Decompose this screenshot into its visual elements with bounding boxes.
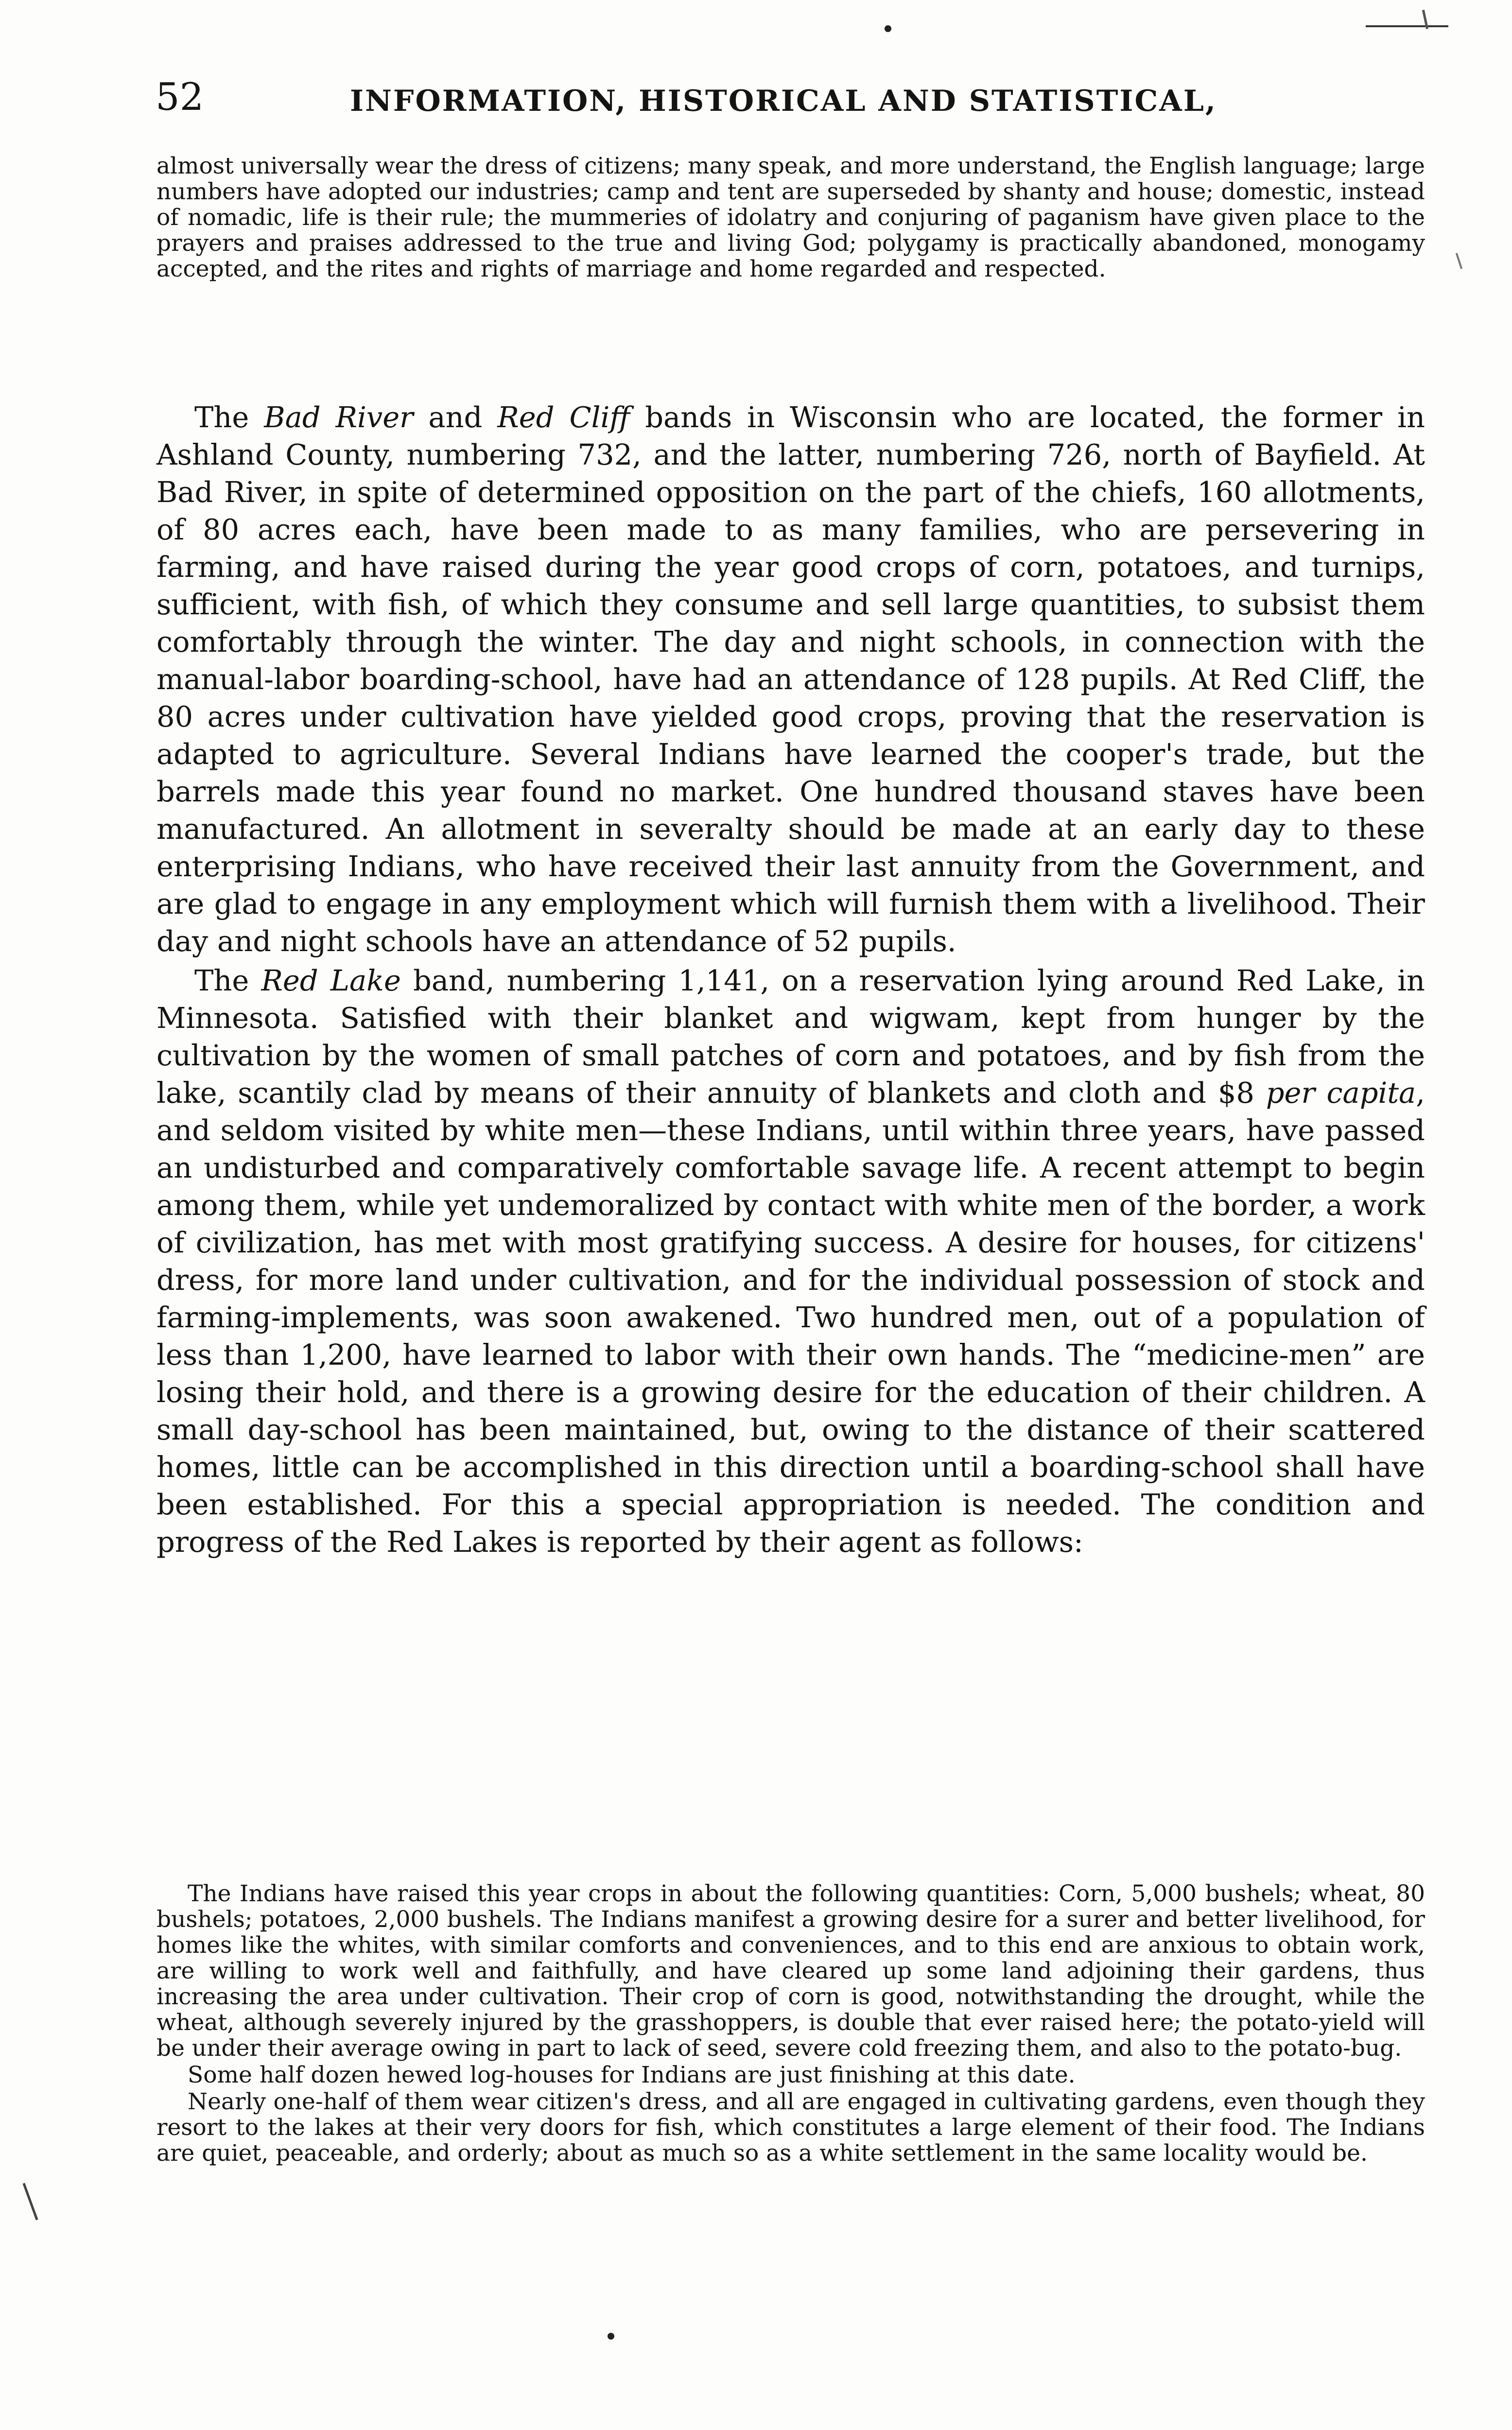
ink-dot: [885, 25, 891, 32]
text-run: bands in Wisconsin who are located, the former in Ashland County, numbering 732, and the latter, numbering 726, north of Bayfield. At Bad River, in spite of determined opposition on the part of the chiefs, 160 allotments, of 80 acres each, have been made to as many families, who are persevering in farming, and have raised during the year good crops of corn, potatoes, and turnips, sufficient, with fish, of which they consume and sell large quantities, to subsist them comfortably through the winter. The day and night schools, in connection with the manual-labor boarding-school, have had an attendance of 128 pupils. At Red Cliff, the 80 acres under cultivation have yielded good crops, proving that the reservation is adapted to agriculture. Several Indians have learned the cooper's trade, but the barrels made this year found no market. One hundred thousand staves have been manufactured. An allotment in severalty should be made at an early day to these enterprising Indians, who have received their last annuity from the Government, and are glad to engage in any employment which will furnish them with a livelihood. Their day and night schools have an attendance of 52 pupils.: [156, 400, 1425, 958]
italic-term: Red Lake: [261, 964, 401, 997]
text-run: The: [194, 964, 261, 997]
text-run: The: [194, 400, 264, 434]
corner-rule: [1366, 25, 1448, 27]
bad-river-paragraph: [156, 399, 1425, 960]
page-header: [156, 73, 1434, 131]
intro-block: [156, 153, 1425, 282]
ink-dot: [608, 2333, 614, 2340]
italic-term: Bad River: [264, 400, 414, 434]
running-head: INFORMATION, HISTORICAL AND STATISTICAL,: [350, 84, 1217, 118]
italic-term: per capita: [1266, 1076, 1416, 1110]
agent-report-paragraph: The Indians have raised this year crops in about the following quantities: Corn, 5,000 bushels; wheat, 80 bushels; potatoes, 2,000 bushels. The Indians manifest a growing desire for a surer and better livelihood, for homes like the whites, with similar comforts and conveniences, and to this end are anxious to obtain work, are willing to work well and faithfully, and have cleared up some land adjoining their gardens, thus increasing the area under cultivation. Their crop of corn is good, notwithstanding the drought, while the wheat, although severely injured by the grasshoppers, is double that ever raised here; the potato-yield will be under their average owing in part to lack of seed, severe cold freezing them, and also to the potato-bug.: [156, 1880, 1425, 2062]
intro-paragraph: almost universally wear the dress of citizens; many speak, and more understand, the English language; large numbers have adopted our industries; camp and tent are superseded by shanty and house; domestic, instead of nomadic, life is their rule; the mummeries of idolatry and conjuring of paganism have given place to the prayers and praises addressed to the true and living God; polygamy is practically abandoned, monogamy accepted, and the rites and rights of marriage and home regarded and respected.: [156, 153, 1425, 282]
text-run: and: [413, 400, 498, 434]
red-lake-paragraph: [156, 962, 1425, 1561]
text-run: band, numbering 1,141, on a reservation lying around Red Lake, in Minnesota. Satisfied with their blanket and wigwam, kept from hunger by the cultivation by the women of small patches of corn and potatoes, and by fish from the lake, scantily clad by means of their annuity of blankets and cloth and $8: [156, 964, 1425, 1110]
agent-report-paragraph: Nearly one-half of them wear citizen's dress, and all are engaged in cultivating gardens, even though they resort to the lakes at their very doors for fish, which constitutes a large element of their food. The Indians are quiet, peaceable, and orderly; about as much so as a white settlement in the same locality would be.: [156, 2088, 1425, 2167]
main-text: [156, 399, 1425, 1561]
italic-term: Red Cliff: [497, 400, 630, 434]
margin-mark: [22, 2183, 38, 2221]
margin-mark: [1456, 253, 1462, 269]
agent-report: [156, 1881, 1425, 2166]
page-number: 52: [156, 75, 204, 119]
text-run: , and seldom visited by white men—these Indians, until within three years, have passed an undisturbed and comparatively comfortable savage life. A recent attempt to begin among them, while yet undemoralized by contact with white men of the border, a work of civilization, has met with most gratifying success. A desire for houses, for citizens' dress, for more land under cultivation, and for the individual possession of stock and farming-implements, was soon awakened. Two hundred men, out of a population of less than 1,200, have learned to labor with their own hands. The “medicine-men” are losing their hold, and there is a growing desire for the education of their children. A small day-school has been maintained, but, owing to the distance of their scattered homes, little can be accomplished in this direction until a boarding-school shall have been established. For this a special appropriation is needed. The condition and progress of the Red Lakes is reported by their agent as follows:: [156, 1076, 1425, 1559]
agent-report-paragraph: Some half dozen hewed log-houses for Indians are just finishing at this date.: [188, 2062, 1076, 2088]
